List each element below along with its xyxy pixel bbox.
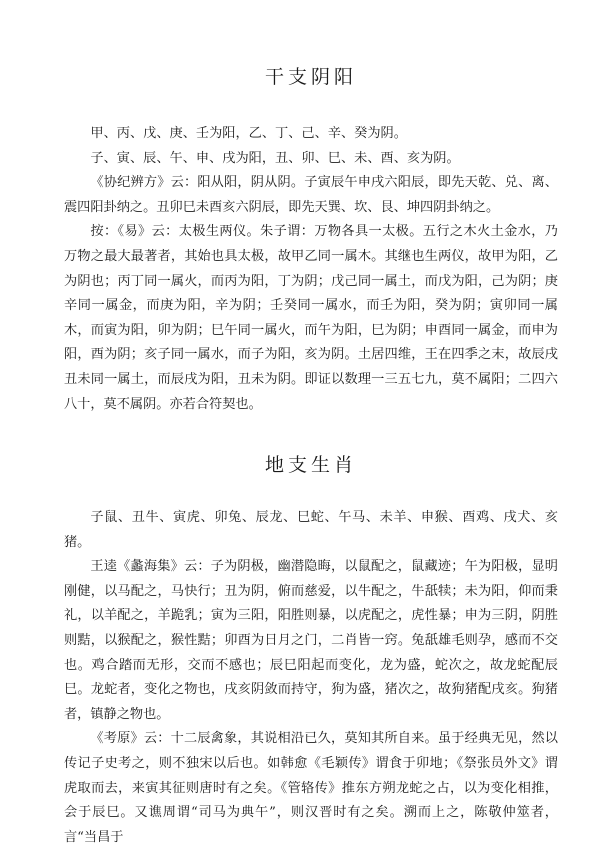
section-title-zodiac: 地支生肖 [264, 454, 357, 476]
section-title-yin-yang: 干支阴阳 [264, 66, 357, 88]
paragraph: 《协纪辨方》云：阳从阳，阴从阴。子寅辰午申戌六阳辰，即先天乾、兑、离、震四阳卦纳之。丑卯巳未酉亥六阴辰，即先天巽、坎、艮、坤四阴卦纳之。 [64, 175, 558, 215]
paragraph: 按：《易》云：太极生两仪。朱子谓：万物各具一太极。五行之木火土金水，乃万物之最大最著者，其始也具太极，故甲乙同一属木。其继也生两仪，故甲为阳，乙为阴也；丙丁同一属火，而丙为阳，丁为阴；戊己同一属土，而戊为阳，己为阴；庚辛同一属金，而庚为阳，辛为阴；壬癸同一属水，而壬为阳，癸为阴；寅卯同一属木，而寅为阳，卯为阴；巳午同一属火，而午为阳，巳为阴；申酉同一属金，而申为阳，酉为阴；亥子同一属水，而子为阳，亥为阴。土居四维，王在四季之末，故辰戌丑未同一属土，而辰戌为阳，丑未为阴。即证以数理一三五七九，莫不属阳；二四六八十，莫不属阴。亦若合符契也。 [64, 224, 558, 412]
document-page [64, 0, 558, 844]
paragraph: 王逵《蠡海集》云：子为阴极，幽潜隐晦，以鼠配之，鼠藏迹；午为阳极，显明刚健，以马配之，马快行；丑为阴，俯而慈爱，以牛配之，牛舐犊；未为阳，仰而秉礼，以羊配之，羊跪乳；寅为三阳，阳胜则暴，以虎配之，虎性暴；申为三阴，阴胜则黠，以猴配之，猴性黠；卯酉为日月之门，二肖皆一窍。兔舐雄毛则孕，感而不交也。鸡合踏而无形，交而不感也；辰巳阳起而变化，龙为盛，蛇次之，故龙蛇配辰巳。龙蛇者，变化之物也，戌亥阴敛而持守，狗为盛，猪次之，故狗猪配戌亥。狗猪者，镇静之物也。 [64, 559, 558, 722]
paragraph: 《考原》云：十二辰禽象，其说相沿已久，莫知其所自来。虽于经典无见，然以传记子史考之，则不独宋以后也。如韩愈《毛颖传》谓食于卯地；《祭张员外文》谓虎取而去，来寅其征则唐时有之矣。《管辂传》推东方朔龙蛇之占，以为变化相推，会于辰巳。又谯周谓“司马为典午”，则汉晋时有之矣。溯而上之，陈敬仲筮者，言“当昌于 [64, 731, 558, 845]
section-body-yin-yang [64, 122, 558, 417]
section-body-zodiac [64, 506, 558, 850]
paragraph: 甲、丙、戊、庚、壬为阳，乙、丁、己、辛、癸为阴。 [90, 126, 407, 141]
paragraph: 子鼠、丑牛、寅虎、卯兔、辰龙、巳蛇、午马、未羊、申猴、酉鸡、戌犬、亥猪。 [64, 510, 558, 550]
paragraph: 子、寅、辰、午、申、戌为阳，丑、卯、巳、未、酉、亥为阴。 [90, 150, 460, 166]
